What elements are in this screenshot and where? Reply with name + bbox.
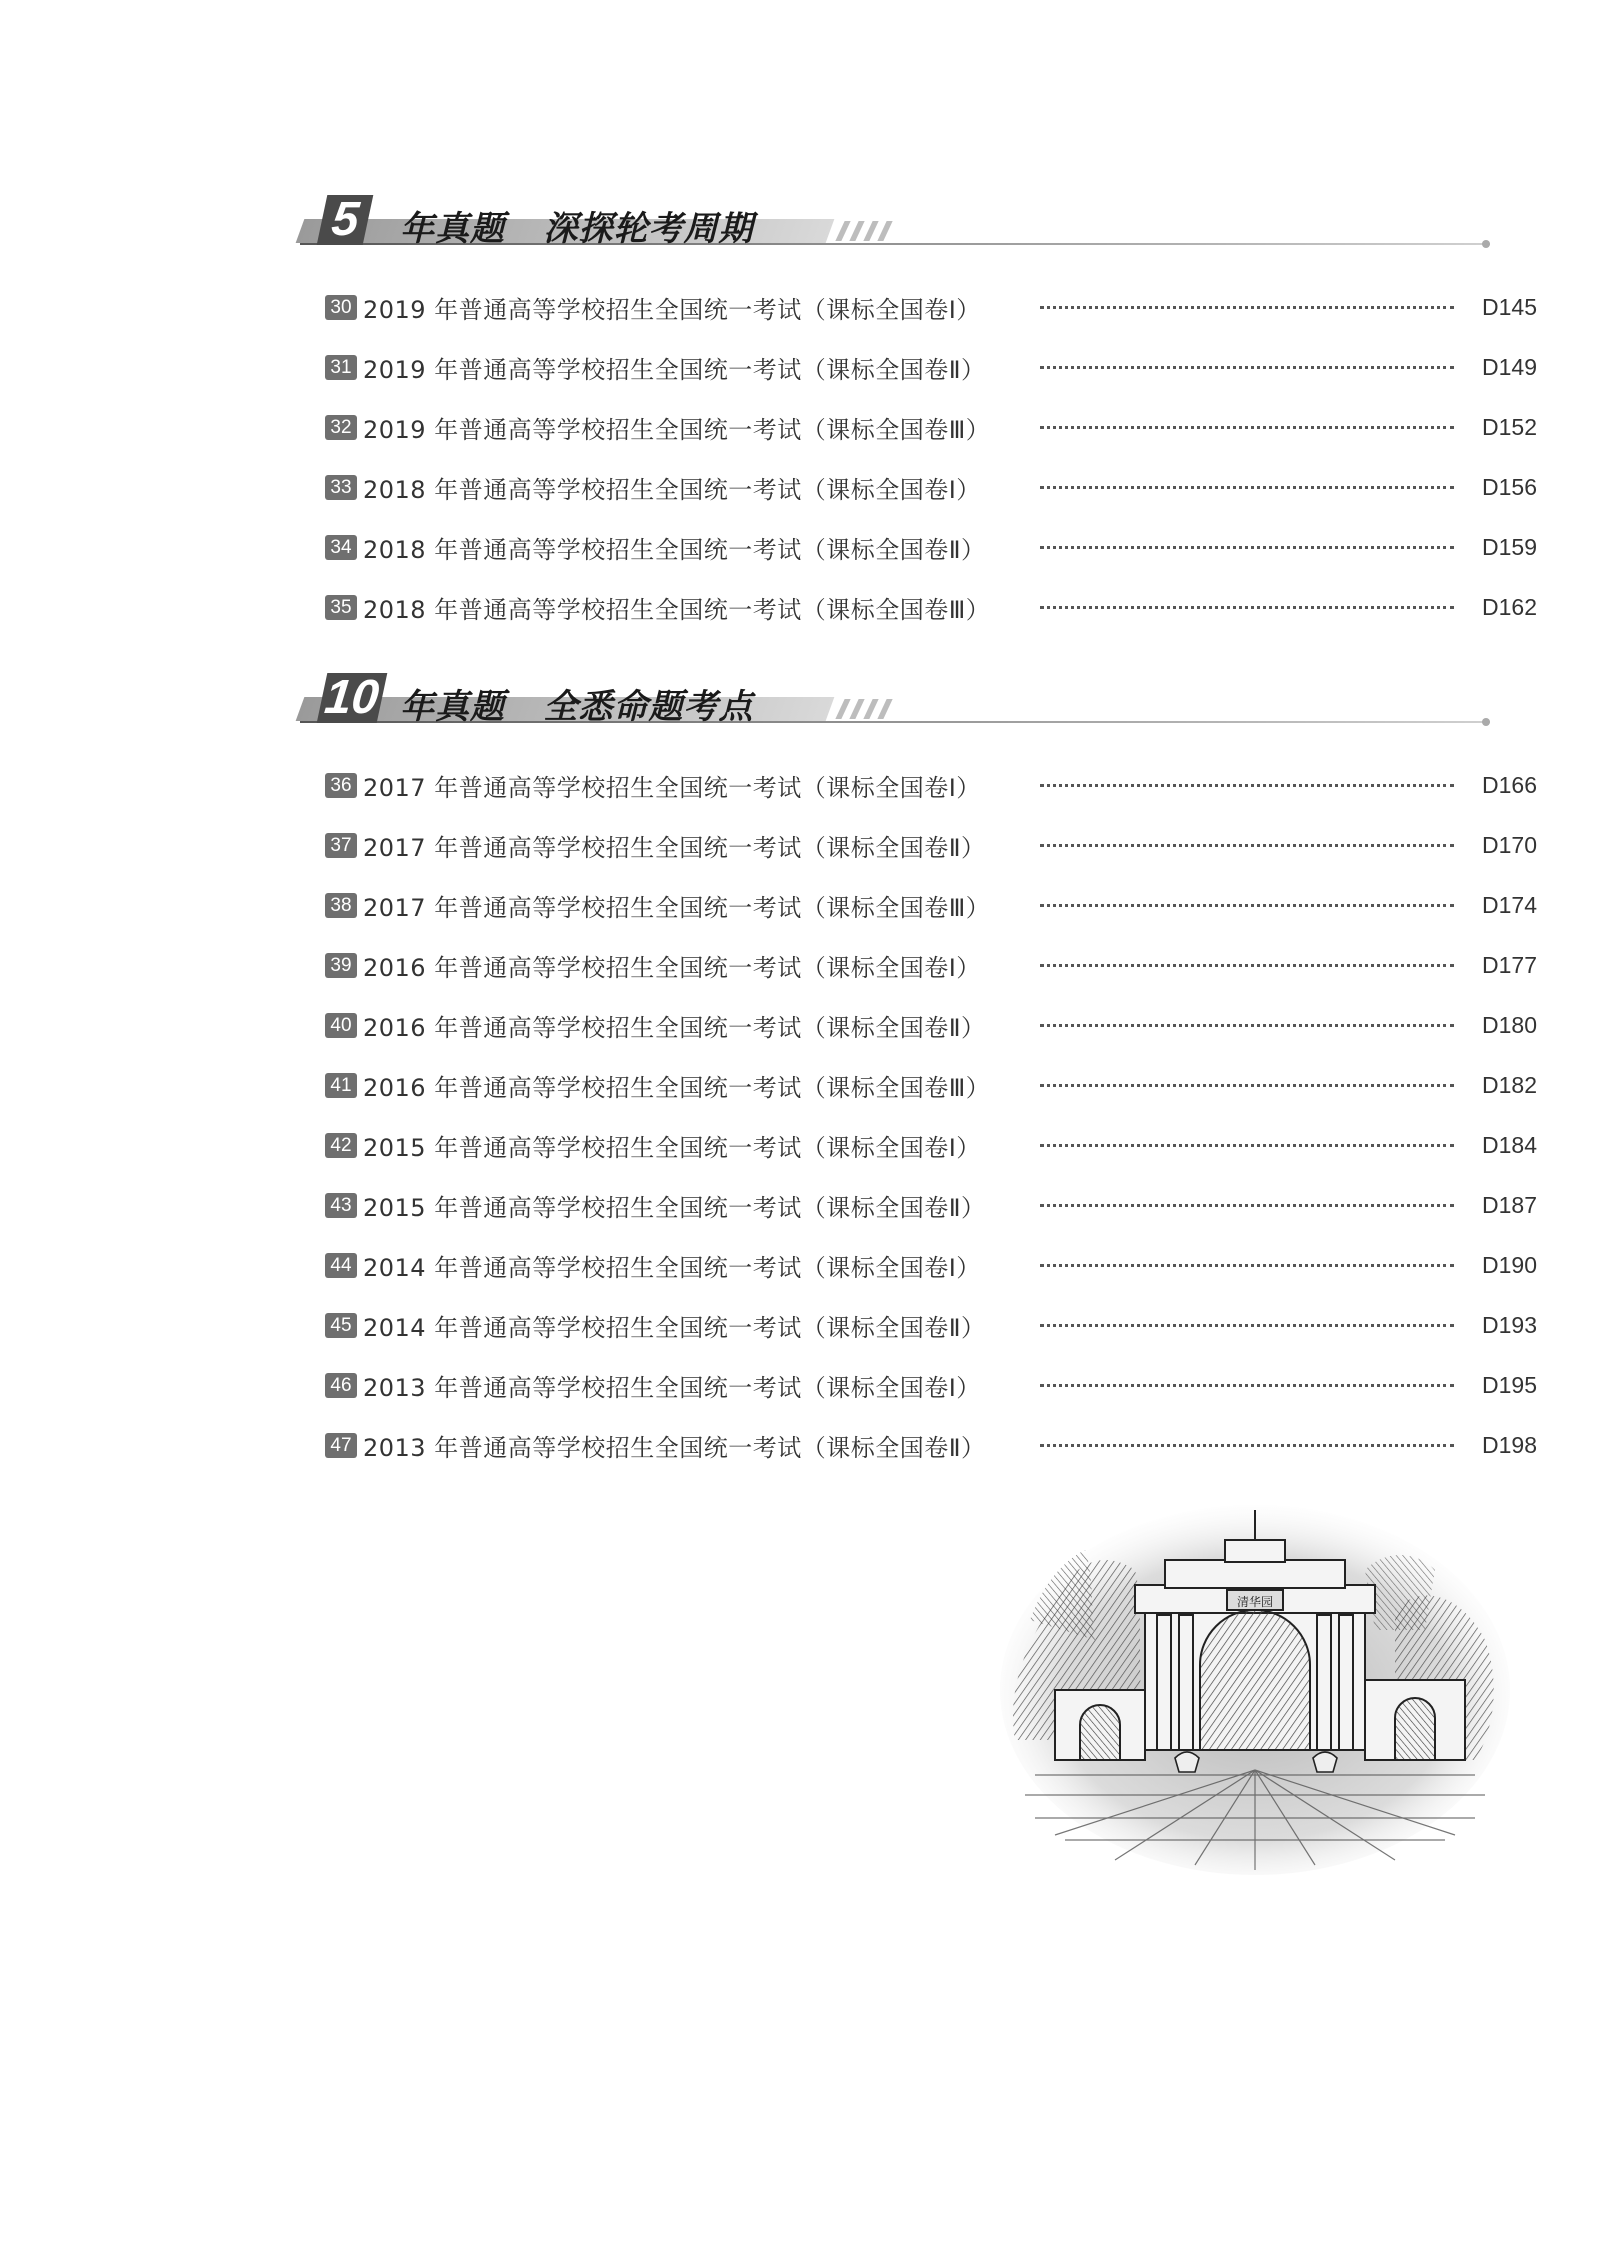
- entry-title: 2016 年普通高等学校招生全国统一考试（课标全国卷Ⅱ）: [363, 1013, 986, 1042]
- header-rule-end-dot: [1482, 718, 1490, 726]
- toc-entry[interactable]: [325, 1175, 1537, 1235]
- dot-leader: [1040, 964, 1454, 967]
- entry-number-badge: 32: [325, 415, 357, 440]
- entry-title: 2015 年普通高等学校招生全国统一考试（课标全国卷Ⅰ）: [363, 1133, 981, 1162]
- dot-leader: [1040, 306, 1454, 309]
- entry-number-badge: 38: [325, 893, 357, 918]
- toc-entry[interactable]: [325, 755, 1537, 815]
- entry-title: 2016 年普通高等学校招生全国统一考试（课标全国卷Ⅲ）: [363, 1073, 991, 1102]
- entry-number-badge: 41: [325, 1073, 357, 1098]
- page-number: D184: [1482, 1131, 1537, 1158]
- dot-leader: [1040, 904, 1454, 907]
- toc-entry[interactable]: [325, 397, 1537, 457]
- toc-entry[interactable]: [325, 995, 1537, 1055]
- page-number: D190: [1482, 1251, 1537, 1278]
- university-gate-illustration: [995, 1490, 1515, 1875]
- page-number: D170: [1482, 831, 1537, 858]
- dot-leader: [1040, 486, 1454, 489]
- toc-entry[interactable]: [325, 875, 1537, 935]
- page-number: D180: [1482, 1011, 1537, 1038]
- entry-number-badge: 37: [325, 833, 357, 858]
- dot-leader: [1040, 1144, 1454, 1147]
- entry-title: 2014 年普通高等学校招生全国统一考试（课标全国卷Ⅱ）: [363, 1313, 986, 1342]
- page-number: D193: [1482, 1311, 1537, 1338]
- toc-entry[interactable]: [325, 1355, 1537, 1415]
- page-number: D156: [1482, 473, 1537, 500]
- entry-number-badge: 36: [325, 773, 357, 798]
- page-number: D187: [1482, 1191, 1537, 1218]
- page-number: D159: [1482, 533, 1537, 560]
- dot-leader: [1040, 606, 1454, 609]
- entry-number-badge: 34: [325, 535, 357, 560]
- toc-entry[interactable]: [325, 1235, 1537, 1295]
- entry-number-badge: 47: [325, 1433, 357, 1458]
- page-number: D174: [1482, 891, 1537, 918]
- section-number-badge: [317, 673, 388, 723]
- dot-leader: [1040, 1324, 1454, 1327]
- entry-title: 2019 年普通高等学校招生全国统一考试（课标全国卷Ⅲ）: [363, 415, 991, 444]
- page-number: D162: [1482, 593, 1537, 620]
- entry-number-badge: 43: [325, 1193, 357, 1218]
- toc-entry[interactable]: [325, 1055, 1537, 1115]
- entry-number-badge: 39: [325, 953, 357, 978]
- entry-title: 2014 年普通高等学校招生全国统一考试（课标全国卷Ⅰ）: [363, 1253, 981, 1282]
- section-number: 10: [322, 671, 382, 724]
- entry-title: 2015 年普通高等学校招生全国统一考试（课标全国卷Ⅱ）: [363, 1193, 986, 1222]
- entry-title: 2018 年普通高等学校招生全国统一考试（课标全国卷Ⅲ）: [363, 595, 991, 624]
- section-title: 年真题 全悉命题考点: [400, 687, 754, 727]
- entry-number-badge: 33: [325, 475, 357, 500]
- toc-entry[interactable]: [325, 277, 1537, 337]
- page-number: D145: [1482, 293, 1537, 320]
- entry-title: 2016 年普通高等学校招生全国统一考试（课标全国卷Ⅰ）: [363, 953, 981, 982]
- gate-plaque-text: 清华园: [1236, 1595, 1274, 1609]
- header-rule-end-dot: [1482, 240, 1490, 248]
- entry-number-badge: 35: [325, 595, 357, 620]
- toc-entry[interactable]: [325, 577, 1537, 637]
- page-number: D177: [1482, 951, 1537, 978]
- dot-leader: [1040, 546, 1454, 549]
- entry-title: 2017 年普通高等学校招生全国统一考试（课标全国卷Ⅲ）: [363, 893, 991, 922]
- entry-number-badge: 42: [325, 1133, 357, 1158]
- dot-leader: [1040, 366, 1454, 369]
- entry-title: 2017 年普通高等学校招生全国统一考试（课标全国卷Ⅱ）: [363, 833, 986, 862]
- dot-leader: [1040, 1024, 1454, 1027]
- entry-number-badge: 44: [325, 1253, 357, 1278]
- toc-entry[interactable]: [325, 1415, 1537, 1475]
- section-header-10-year: [300, 673, 1490, 733]
- page-number: D198: [1482, 1431, 1537, 1458]
- dot-leader: [1040, 1384, 1454, 1387]
- dot-leader: [1040, 784, 1454, 787]
- toc-entry[interactable]: [325, 337, 1537, 397]
- entry-number-badge: 46: [325, 1373, 357, 1398]
- toc-list-section-1: [325, 277, 1537, 637]
- section-title: 年真题 深探轮考周期: [400, 209, 754, 249]
- toc-entry[interactable]: [325, 1295, 1537, 1355]
- entry-title: 2013 年普通高等学校招生全国统一考试（课标全国卷Ⅱ）: [363, 1433, 986, 1462]
- section-number: 5: [328, 193, 362, 246]
- entry-number-badge: 31: [325, 355, 357, 380]
- page-number: D152: [1482, 413, 1537, 440]
- toc-entry[interactable]: [325, 1115, 1537, 1175]
- entry-title: 2013 年普通高等学校招生全国统一考试（课标全国卷Ⅰ）: [363, 1373, 981, 1402]
- entry-number-badge: 40: [325, 1013, 357, 1038]
- entry-title: 2019 年普通高等学校招生全国统一考试（课标全国卷Ⅱ）: [363, 355, 986, 384]
- dot-leader: [1040, 1084, 1454, 1087]
- entry-number-badge: 45: [325, 1313, 357, 1338]
- entry-title: 2018 年普通高等学校招生全国统一考试（课标全国卷Ⅰ）: [363, 475, 981, 504]
- section-header-5-year: [300, 195, 1490, 255]
- toc-entry[interactable]: [325, 935, 1537, 995]
- entry-title: 2017 年普通高等学校招生全国统一考试（课标全国卷Ⅰ）: [363, 773, 981, 802]
- page-number: D182: [1482, 1071, 1537, 1098]
- dot-leader: [1040, 1204, 1454, 1207]
- dot-leader: [1040, 844, 1454, 847]
- page-number: D149: [1482, 353, 1537, 380]
- toc-entry[interactable]: [325, 517, 1537, 577]
- toc-list-section-2: [325, 755, 1537, 1475]
- dot-leader: [1040, 1444, 1454, 1447]
- header-stripes: [840, 221, 900, 241]
- entry-number-badge: 30: [325, 295, 357, 320]
- entry-title: 2018 年普通高等学校招生全国统一考试（课标全国卷Ⅱ）: [363, 535, 986, 564]
- header-stripes: [840, 699, 900, 719]
- page-number: D195: [1482, 1371, 1537, 1398]
- dot-leader: [1040, 426, 1454, 429]
- toc-entry[interactable]: [325, 815, 1537, 875]
- toc-entry[interactable]: [325, 457, 1537, 517]
- dot-leader: [1040, 1264, 1454, 1267]
- entry-title: 2019 年普通高等学校招生全国统一考试（课标全国卷Ⅰ）: [363, 295, 981, 324]
- page-number: D166: [1482, 771, 1537, 798]
